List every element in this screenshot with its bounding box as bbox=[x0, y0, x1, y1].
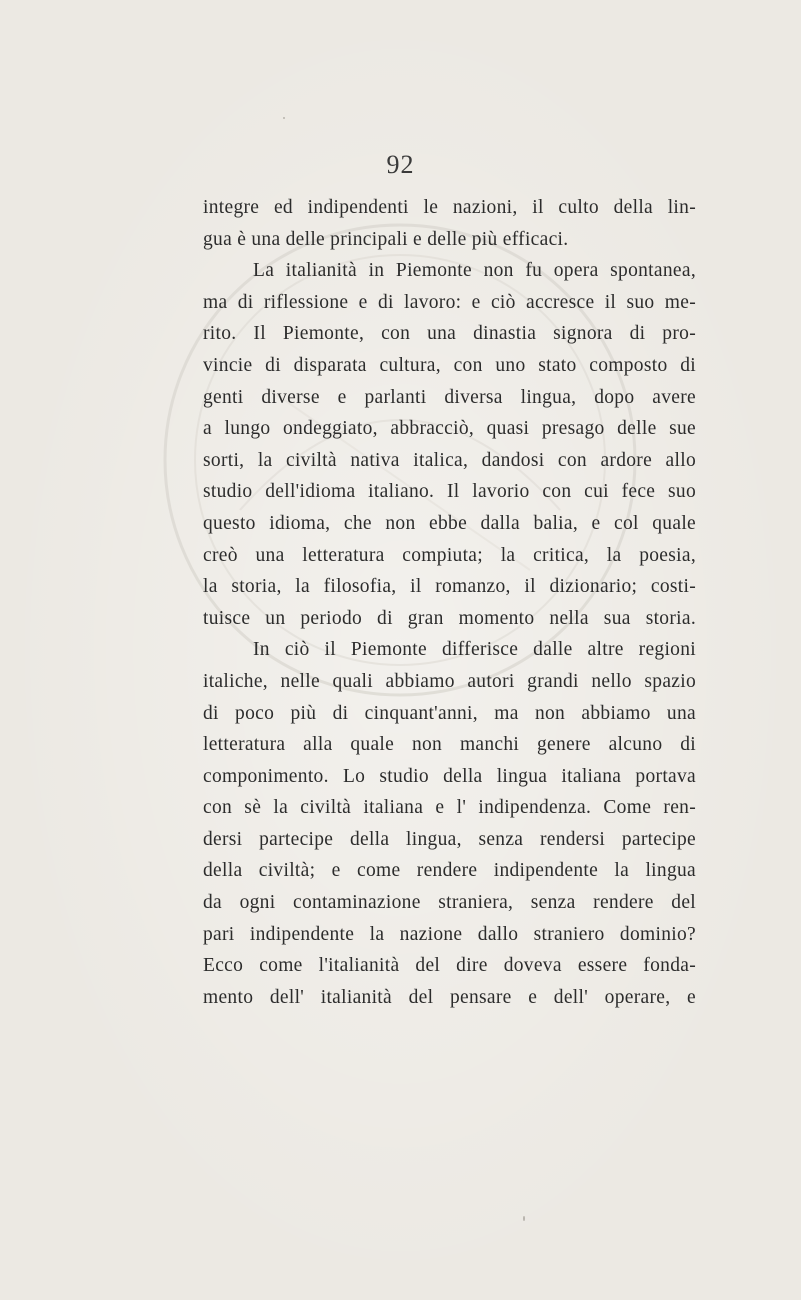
text-line: di poco più di cinquant'anni, ma non abbiamo una bbox=[203, 702, 696, 724]
text-line: italiche, nelle quali abbiamo autori grandi nello spazio bbox=[203, 670, 696, 692]
text-line: vincie di disparata cultura, con uno stato composto di bbox=[203, 354, 696, 376]
body-text bbox=[203, 192, 696, 1013]
text-line: mento dell' italianità del pensare e dell' operare, e bbox=[203, 986, 696, 1008]
text-line: La italianità in Piemonte non fu opera spontanea, bbox=[253, 260, 696, 282]
text-line: tuisce un periodo di gran momento nella sua storia. bbox=[203, 607, 696, 629]
text-line: ma di riflessione e di lavoro: e ciò accresce il suo me- bbox=[203, 291, 696, 313]
text-line: genti diverse e parlanti diversa lingua, dopo avere bbox=[203, 386, 696, 408]
text-line: dersi partecipe della lingua, senza rendersi partecipe bbox=[203, 828, 696, 850]
text-line: In ciò il Piemonte differisce dalle altre regioni bbox=[253, 639, 696, 661]
paper-speck bbox=[523, 1216, 525, 1221]
text-line: a lungo ondeggiato, abbracciò, quasi presago delle sue bbox=[203, 418, 696, 440]
text-line: creò una letteratura compiuta; la critica, la poesia, bbox=[203, 544, 696, 566]
page-number: 92 bbox=[386, 150, 415, 179]
text-line: gua è una delle principali e delle più efficaci. bbox=[203, 228, 569, 250]
text-line: letteratura alla quale non manchi genere alcuno di bbox=[203, 734, 696, 756]
text-line: sorti, la civiltà nativa italica, dandosi con ardore allo bbox=[203, 449, 696, 471]
text-line: integre ed indipendenti le nazioni, il culto della lin- bbox=[203, 197, 696, 218]
text-line: rito. Il Piemonte, con una dinastia signora di pro- bbox=[203, 323, 696, 345]
text-line: la storia, la filosofia, il romanzo, il dizionario; costi- bbox=[203, 576, 696, 598]
text-line: da ogni contaminazione straniera, senza rendere del bbox=[203, 892, 696, 914]
text-line: questo idioma, che non ebbe dalla balia, e col quale bbox=[203, 512, 696, 534]
text-line: con sè la civiltà italiana e l' indipendenza. Come ren- bbox=[203, 797, 696, 819]
text-line: componimento. Lo studio della lingua italiana portava bbox=[203, 765, 696, 787]
text-line: pari indipendente la nazione dallo straniero dominio? bbox=[203, 923, 696, 945]
paper-speck bbox=[283, 117, 285, 119]
text-line: Ecco come l'italianità del dire doveva essere fonda- bbox=[203, 955, 696, 977]
text-line: della civiltà; e come rendere indipendente la lingua bbox=[203, 860, 696, 882]
text-line: studio dell'idioma italiano. Il lavorio con cui fece suo bbox=[203, 481, 696, 503]
